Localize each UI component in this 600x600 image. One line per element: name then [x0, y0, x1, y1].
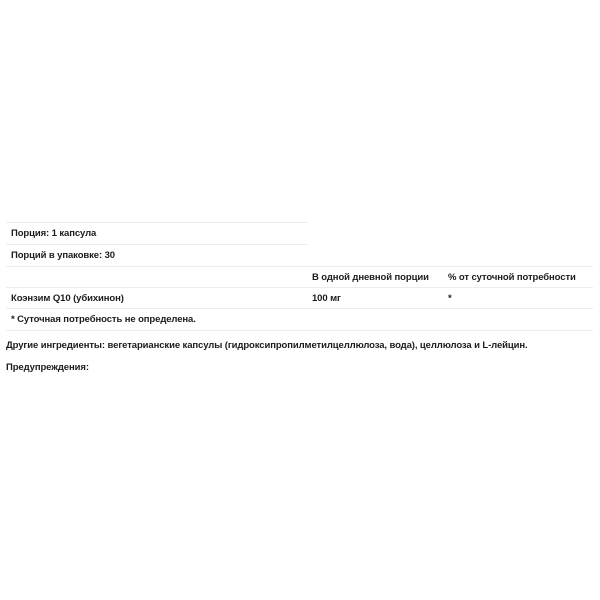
footnote: * Суточная потребность не определена.: [11, 314, 196, 325]
divider: [6, 266, 593, 267]
divider: [6, 222, 308, 223]
ingredient-amount: 100 мг: [312, 293, 341, 304]
ingredient-name: Коэнзим Q10 (убихинон): [11, 293, 124, 304]
divider: [6, 330, 593, 331]
header-daily-value: % от суточной потребности: [448, 272, 576, 283]
warnings-label: Предупреждения:: [6, 362, 89, 373]
header-amount-per-serving: В одной дневной порции: [312, 272, 429, 283]
divider: [6, 308, 593, 309]
ingredient-daily-value: *: [448, 293, 452, 304]
other-ingredients: Другие ингредиенты: вегетарианские капсулы (гидроксипропилметилцеллюлоза, вода), целлюлоза и L-лейцин.: [6, 340, 528, 351]
divider: [6, 287, 593, 288]
divider: [6, 244, 308, 245]
servings-per-container: Порций в упаковке: 30: [11, 250, 115, 261]
serving-size: Порция: 1 капсула: [11, 228, 97, 239]
